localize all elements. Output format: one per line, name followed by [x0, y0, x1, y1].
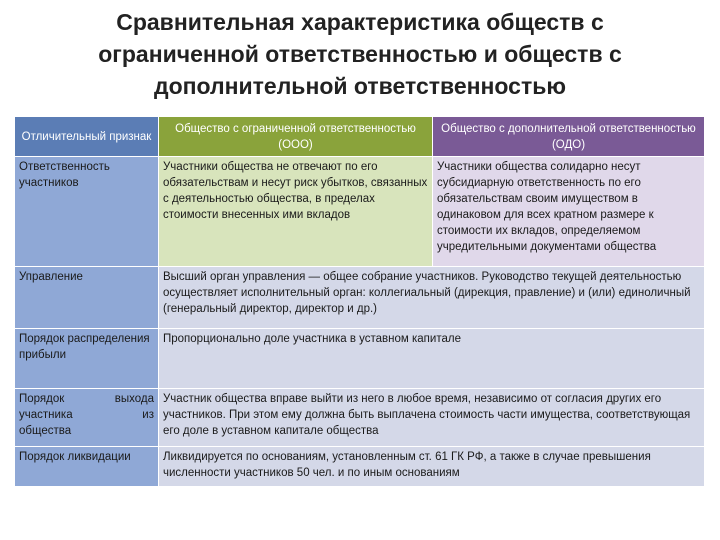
table-row [15, 389, 705, 447]
exit-label-line: Порядок выхода [19, 393, 154, 405]
row-label-exit [15, 389, 159, 447]
exit-label-line: участника из [19, 409, 154, 421]
header-odo: Общество с дополнительной ответственностью (ОДО) [433, 117, 705, 157]
cell-exit: Участник общества вправе выйти из него в любое время, независимо от согласия других его участников. При этом ему должна быть выплачена стоимость части имущества, соответствующая его доле в уставном капитале общества [159, 389, 705, 447]
exit-label-line: общества [19, 425, 72, 437]
cell-liquidation: Ликвидируется по основаниям, установленным ст. 61 ГК РФ, а также в случае превышения численности участников 50 чел. и по иным основаниям [159, 447, 705, 487]
comparison-table [14, 116, 705, 487]
cell-odo-liability: Участники общества солидарно несут субсидиарную ответственность по его обязательствам своим имуществом в одинаковом для всех кратном размере к стоимости их вкладов, определяемом учредительными документами общества [433, 157, 705, 267]
row-label-profit: Порядок распределения прибыли [15, 329, 159, 389]
table-row [15, 447, 705, 487]
header-ooo: Общество с ограниченной ответственностью (ООО) [159, 117, 433, 157]
table-row [15, 157, 705, 267]
row-label-liability: Ответственность участников [15, 157, 159, 267]
table-row [15, 267, 705, 329]
table-row [15, 329, 705, 389]
table-header-row [15, 117, 705, 157]
slide-title: Сравнительная характеристика обществ с ограниченной ответственностью и обществ с дополнительной ответственностью [98, 9, 622, 99]
cell-ooo-liability: Участники общества не отвечают по его обязательствам и несут риск убытков, связанных с деятельностью общества, в пределах стоимости внесенных ими вкладов [159, 157, 433, 267]
cell-profit: Пропорционально доле участника в уставном капитале [159, 329, 705, 389]
row-label-liquidation: Порядок ликвидации [15, 447, 159, 487]
header-feature: Отличительный признак [15, 117, 159, 157]
cell-management: Высший орган управления — общее собрание участников. Руководство текущей деятельностью осуществляет исполнительный орган: коллегиальный (дирекция, правление) и (или) единоличный (генеральный директор, директор и др.) [159, 267, 705, 329]
row-label-management: Управление [15, 267, 159, 329]
